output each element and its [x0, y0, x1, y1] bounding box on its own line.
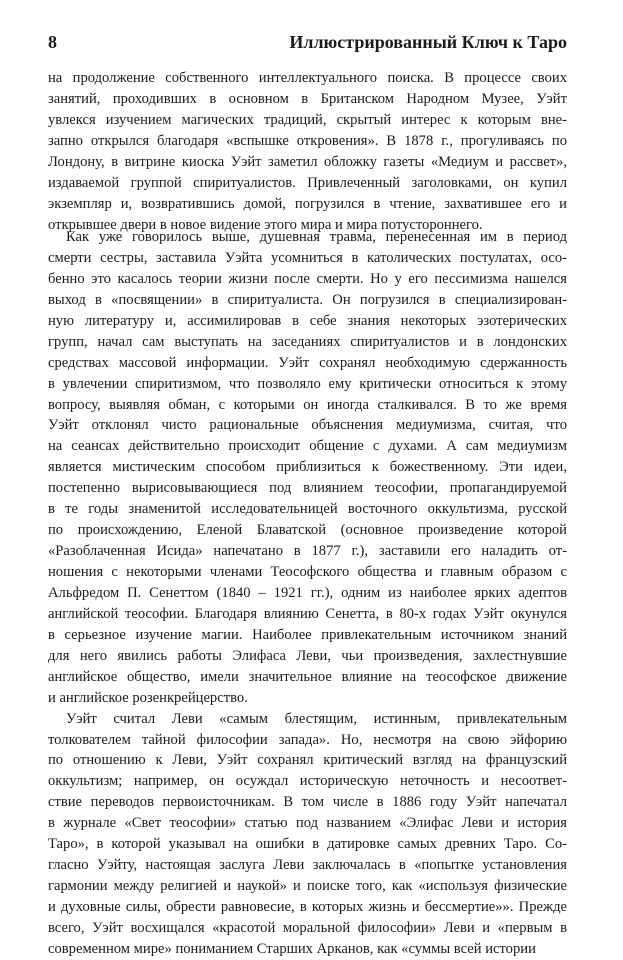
text-line: групп, начал сам выступать на заседаниях спиритуалистов и в лондонских — [48, 333, 567, 350]
text-line: издаваемой группой спиритуалистов. Привлеченный заголовками, он купил — [48, 174, 567, 191]
text-line: на сеансах действительно происходит общение с духами. А сам медиумизм — [48, 438, 567, 455]
text-line: смерти сестры, заставила Уэйта усомниться в католических постулатах, осо- — [48, 249, 567, 266]
text-line: бенно это касалось теории жизни после смерти. Но у его пессимизма нашелся — [48, 270, 567, 287]
text-line: экземпляр и, возвратившись домой, погрузился в чтение, захватившее его и — [48, 195, 567, 212]
text-line: в журнале «Свет теософии» статью под названием «Элифас Леви и история — [48, 815, 567, 832]
text-line: ношения с некоторыми членами Теософского общества и главным образом с — [48, 564, 567, 580]
page-number: 8 — [48, 32, 57, 52]
text-line: и английское розенкрейцерство. — [48, 689, 248, 706]
text-line: ную литературу и, ассимилировав в себе знания некоторых эзотерических — [48, 312, 567, 329]
paragraphs-main — [48, 227, 567, 960]
text-line: оккультизм; например, он осуждал историческую неточность и несоответ- — [48, 773, 567, 790]
text-line: гласно Уэйту, настоящая заслуга Леви заключалась в «попытке установления — [48, 857, 567, 874]
text-line: на продолжение собственного интеллектуального поиска. В процессе своих — [48, 70, 567, 86]
text-line: выход в «посвящении» в спиритуалиста. Он погрузился в специализирован- — [48, 291, 567, 308]
text-line: гармонии между религией и наукой» и поиске того, как «используя физические — [48, 878, 567, 895]
text-line: в те годы знаменитой исследовательницей восточного оккультизма, русской — [48, 501, 567, 518]
text-line: запно открылся благодаря «вспышке откровения». В 1878 г., прогуливаясь по — [48, 132, 567, 149]
text-line: Альфредом П. Сенеттом (1840 – 1921 гг.), одним из наиболее ярких адептов — [48, 584, 567, 601]
text-line: современном мире» пониманием Старших Арканов, как «суммы всей истории — [48, 940, 536, 957]
text-line: толкователем тайной философии запада». Но, несмотря на свою эйфорию — [48, 731, 567, 748]
text-line: английское общество, имели значительное влияние на теософское движение — [48, 668, 567, 685]
text-line: Уэйт считал Леви «самым блестящим, истинным, привлекательным — [66, 710, 567, 727]
text-line: по отношению к Леви, Уэйт сохранял критический взгляд на французский — [48, 752, 567, 769]
text-line: и духовные силы, обрести равновесие, в которых жизнь и бессмертие»». Прежде — [48, 899, 567, 915]
text-line: в увлечении спиритизмом, что позволяло ему критически относиться к этому — [48, 375, 567, 392]
text-line: занятий, проходивших в основном в Британском Народном Музее, Уэйт — [48, 90, 567, 107]
text-line: Уэйт отклонял чисто рациональные объяснения медиумизма, считая, что — [48, 417, 567, 434]
text-line: увлекся изучением магических традиций, скрытый интерес к которым вне- — [48, 111, 567, 128]
text-line: постепенно вырисовывающиеся под влиянием теософии, пропагандируемой — [48, 480, 567, 497]
text-line: ствие переводов первоисточникам. В том числе в 1886 году Уэйт напечатал — [48, 794, 567, 811]
text-line: «Разоблаченная Исида» напечатано в 1877 г.), заставили его наладить от- — [48, 543, 567, 560]
text-line: является мистическим способом приблизиться к божественному. Эти идеи, — [48, 459, 567, 476]
text-line: по происхождению, Еленой Блаватской (основное произведение которой — [48, 522, 567, 539]
text-line: всего, Уэйт восхищался «красотой моральной философии» Леви и «первым в — [48, 919, 567, 936]
text-line: для него явились работы Элифаса Леви, чьи произведения, захлестнувшие — [48, 647, 567, 664]
text-line: Таро», в которой указывал на ошибки в датировке самых древних Таро. Со- — [48, 836, 567, 853]
text-line: Как уже говорилось выше, душевная травма, перенесенная им в период — [66, 229, 567, 245]
text-line: средствах массовой информации. Уэйт сохранял необходимую сдержанность — [48, 354, 567, 371]
text-line: открывшее двери в новое видение этого мира и мира потустороннего. — [48, 216, 483, 233]
text-line: вопросу, выявляя обман, с которыми он иногда сталкивался. В то же время — [48, 396, 567, 413]
running-title: Иллюстрированный Ключ к Таро — [289, 32, 567, 52]
page-header — [48, 31, 567, 55]
text-line: Лондону, в витрине киоска Уэйт заметил обложку газеты «Медиум и рассвет», — [48, 153, 567, 170]
text-line: в серьезное изучение магии. Наиболее привлекательным источником знаний — [48, 626, 567, 643]
text-line: английской теософии. Благодаря влиянию Сенетта, в 80-х годах Уэйт окунулся — [48, 605, 567, 622]
paragraph-continued — [48, 68, 567, 236]
